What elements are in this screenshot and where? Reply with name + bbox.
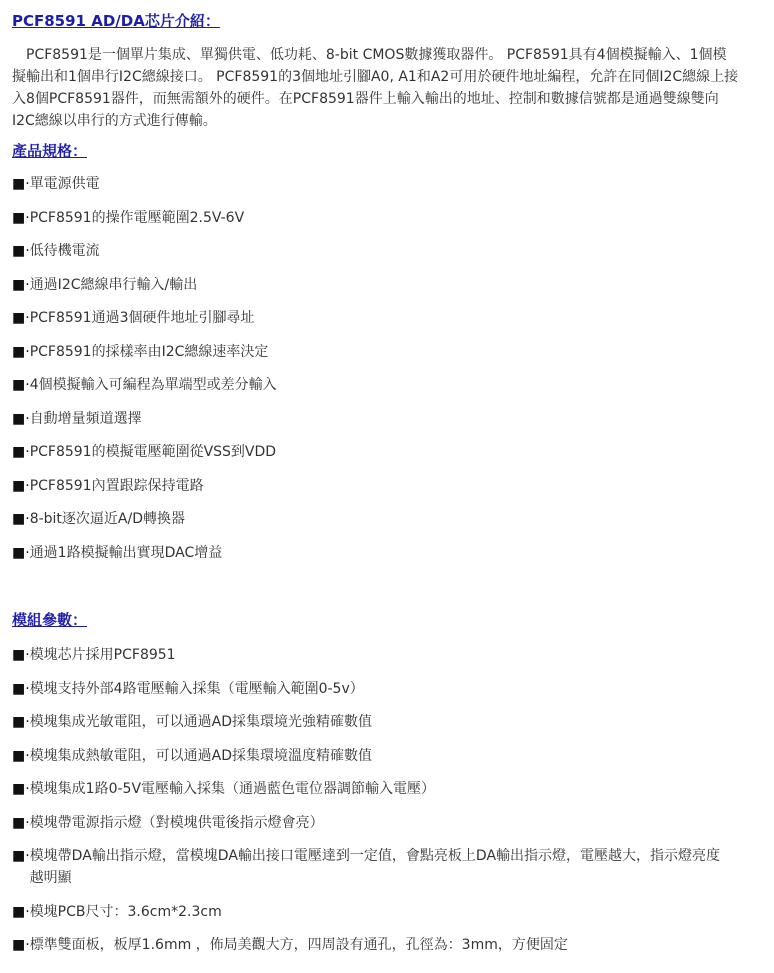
spec-item-text: PCF8591內置跟踪保持電路	[29, 477, 204, 494]
square-bullet-icon: ■·	[12, 814, 30, 831]
specs-list	[12, 173, 277, 575]
module-item	[12, 644, 724, 666]
square-bullet-icon: ■·	[12, 848, 30, 864]
spec-item	[12, 274, 277, 308]
module-item	[12, 678, 724, 700]
module-item	[12, 845, 724, 889]
module-item-text: 模塊集成光敏電阻，可以通過AD採集環境光強精確數值	[29, 714, 373, 730]
spec-item	[12, 207, 277, 241]
square-bullet-icon: ■·	[12, 444, 30, 460]
square-bullet-icon: ■·	[12, 937, 30, 953]
intro-heading: PCF8591 AD/DA芯片介紹：	[12, 12, 220, 30]
module-list	[12, 644, 724, 968]
module-item-text: 標準雙面板，板厚1.6mm ，佈局美觀大方，四周設有通孔，孔徑為：3mm，方便固定	[29, 937, 568, 953]
spec-item	[12, 341, 277, 375]
square-bullet-icon: ■·	[12, 680, 30, 697]
module-item	[12, 812, 724, 834]
spec-item	[12, 173, 277, 207]
module-item	[12, 934, 724, 956]
spec-item-text: 8-bit逐次逼近A/D轉換器	[29, 511, 185, 527]
module-item-text: 模塊集成1路0-5V電壓輸入採集（通過藍色電位器調節輸入電壓）	[29, 781, 436, 797]
spec-item-text: PCF8591的採樣率由I2C總線速率決定	[29, 343, 269, 360]
square-bullet-icon: ■·	[12, 747, 30, 764]
square-bullet-icon: ■·	[12, 647, 30, 663]
square-bullet-icon: ■·	[12, 511, 30, 527]
spec-item-text: 自動增量頻道選擇	[29, 410, 142, 427]
spec-item-text: 4個模擬輸入可編程為單端型或差分輸入	[29, 377, 277, 393]
square-bullet-icon: ■·	[12, 310, 30, 326]
square-bullet-icon: ■·	[12, 781, 30, 797]
module-item-text: 模塊帶電源指示燈（對模塊供電後指示燈會亮）	[29, 814, 324, 831]
square-bullet-icon: ■·	[12, 903, 30, 920]
spec-item-text: 通過1路模擬輸出實現DAC增益	[29, 544, 223, 561]
square-bullet-icon: ■·	[12, 410, 30, 427]
square-bullet-icon: ■·	[12, 276, 30, 293]
module-item-text: 模塊帶DA輸出指示燈，當模塊DA輸出接口電壓達到一定值，會點亮板上DA輸出指示燈，電壓越大，指示燈亮度越明顯	[29, 848, 721, 886]
square-bullet-icon: ■·	[12, 176, 30, 192]
spec-item	[12, 240, 277, 274]
square-bullet-icon: ■·	[12, 714, 30, 730]
module-item-text: 模塊集成熱敏電阻，可以通過AD採集環境溫度精確數值	[29, 747, 373, 764]
spec-item-text: 低待機電流	[29, 243, 100, 259]
spec-item-text: PCF8591的模擬電壓範圍從VSS到VDD	[29, 444, 277, 460]
spec-item	[12, 374, 277, 408]
square-bullet-icon: ■·	[12, 377, 30, 393]
square-bullet-icon: ■·	[12, 343, 30, 360]
spec-item	[12, 307, 277, 341]
spec-item	[12, 441, 277, 475]
specs-heading: 產品規格：	[12, 142, 88, 160]
spec-item	[12, 408, 277, 442]
square-bullet-icon: ■·	[12, 544, 30, 561]
square-bullet-icon: ■·	[12, 243, 30, 259]
module-item	[12, 778, 724, 800]
spec-item	[12, 542, 277, 576]
intro-paragraph: PCF8591是一個單片集成、單獨供電、低功耗、8-bit CMOS數據獲取器件。 PCF8591具有4個模擬輸入、1個模擬輸出和1個串行I2C總線接口。 PCF8591的3個地址引腳A0, A1和A2可用於硬件地址編程，允許在同個I2C總線上接入8個PCF8591器件，而無需額外的硬件。在PCF8591器件上輸入輸出的地址、控制和數據信號都是通過雙線雙向I2C總線以串行的方式進行傳輸。	[12, 47, 739, 129]
module-item-text: 模塊PCB尺寸：3.6cm*2.3cm	[29, 903, 222, 920]
spec-item-text: 通過I2C總線串行輸入/輸出	[29, 276, 198, 293]
module-item-text: 模塊支持外部4路電壓輸入採集（電壓輸入範圍0-5v）	[29, 680, 364, 697]
module-item-text: 模塊芯片採用PCF8951	[29, 647, 176, 663]
spec-item-text: PCF8591的操作電壓範圍2.5V-6V	[29, 209, 245, 226]
square-bullet-icon: ■·	[12, 477, 30, 494]
spec-item-text: PCF8591通過3個硬件地址引腳尋址	[29, 310, 255, 326]
module-item	[12, 745, 724, 767]
spec-item	[12, 508, 277, 542]
module-item	[12, 901, 724, 923]
module-heading: 模組參數：	[12, 611, 88, 629]
spec-item	[12, 475, 277, 509]
square-bullet-icon: ■·	[12, 209, 30, 226]
spec-item-text: 單電源供電	[29, 176, 100, 192]
module-item	[12, 711, 724, 733]
